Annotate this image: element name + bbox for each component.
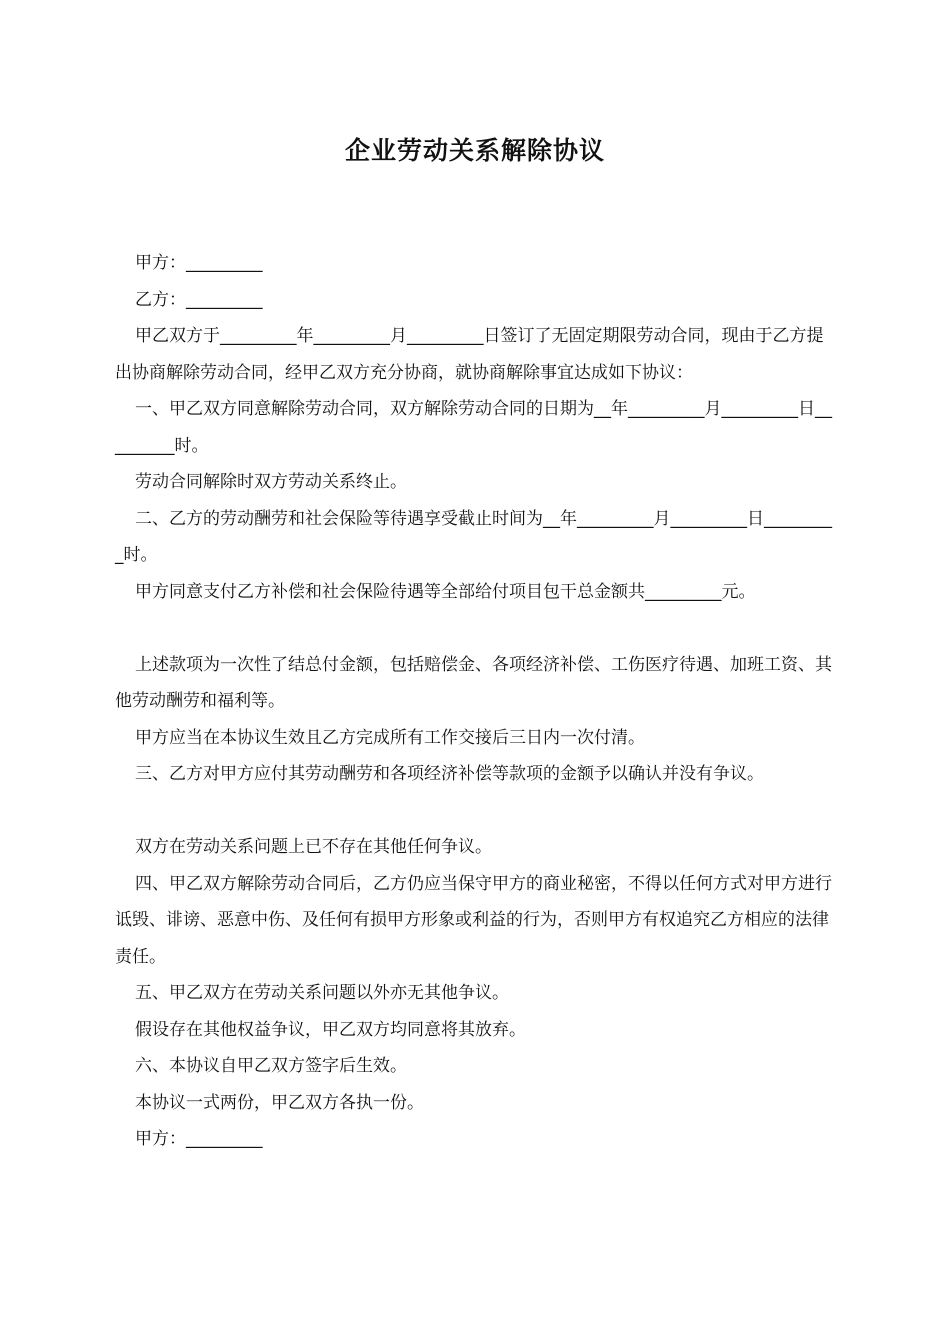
copies-paragraph: 本协议一式两份，甲乙双方各执一份。 xyxy=(135,1092,424,1113)
document-body xyxy=(115,245,840,1158)
party-a-line: 甲方：_________ xyxy=(135,253,263,273)
clause-3-paragraph: 三、乙方对甲方应付其劳动酬劳和各项经济补偿等款项的金额予以确认并没有争议。 xyxy=(135,764,764,784)
party-a-signature-line: 甲方：_________ xyxy=(135,1129,263,1149)
preamble-paragraph: 甲乙双方于_________年_________月_________日签订了无固定期限劳动合同，现由于乙方提出协商解除劳动合同，经甲乙双方充分协商，就协商解除事宜达成如下协议： xyxy=(115,326,824,383)
payment-deadline-paragraph: 甲方应当在本协议生效且乙方完成所有工作交接后三日内一次付清。 xyxy=(135,727,645,748)
clause-6-paragraph: 六、本协议自甲乙双方签字后生效。 xyxy=(135,1056,407,1076)
clause-1-note: 劳动合同解除时双方劳动关系终止。 xyxy=(135,472,407,492)
document-title: 企业劳动关系解除协议 xyxy=(344,136,605,165)
party-b-line: 乙方：_________ xyxy=(135,289,263,310)
blank-line xyxy=(115,610,840,647)
clause-5-paragraph: 五、甲乙双方在劳动关系问题以外亦无其他争议。 xyxy=(135,983,509,1003)
clause-2-paragraph: 二、乙方的劳动酬劳和社会保险等待遇享受截止时间为__年_________月_________日_________时。 xyxy=(115,508,832,565)
no-dispute-paragraph: 双方在劳动关系问题上已不存在其他任何争议。 xyxy=(135,837,492,857)
clause-4-paragraph: 四、甲乙双方解除劳动合同后，乙方仍应当保守甲方的商业秘密，不得以任何方式对甲方进行诋毁、诽谤、恶意中伤、及任何有损甲方形象或利益的行为，否则甲方有权追究乙方相应的法律责任。 xyxy=(115,873,832,967)
payment-amount-paragraph: 甲方同意支付乙方补偿和社会保险待遇等全部给付项目包干总金额共_________元。 xyxy=(135,581,756,602)
blank-line xyxy=(115,793,840,830)
payment-scope-paragraph: 上述款项为一次性了结总付金额，包括赔偿金、各项经济补偿、工伤医疗待遇、加班工资、其他劳动酬劳和福利等。 xyxy=(115,654,832,711)
waiver-paragraph: 假设存在其他权益争议，甲乙双方均同意将其放弃。 xyxy=(135,1019,526,1040)
clause-1-paragraph: 一、甲乙双方同意解除劳动合同，双方解除劳动合同的日期为__年_________月_________日_________时。 xyxy=(115,399,832,456)
